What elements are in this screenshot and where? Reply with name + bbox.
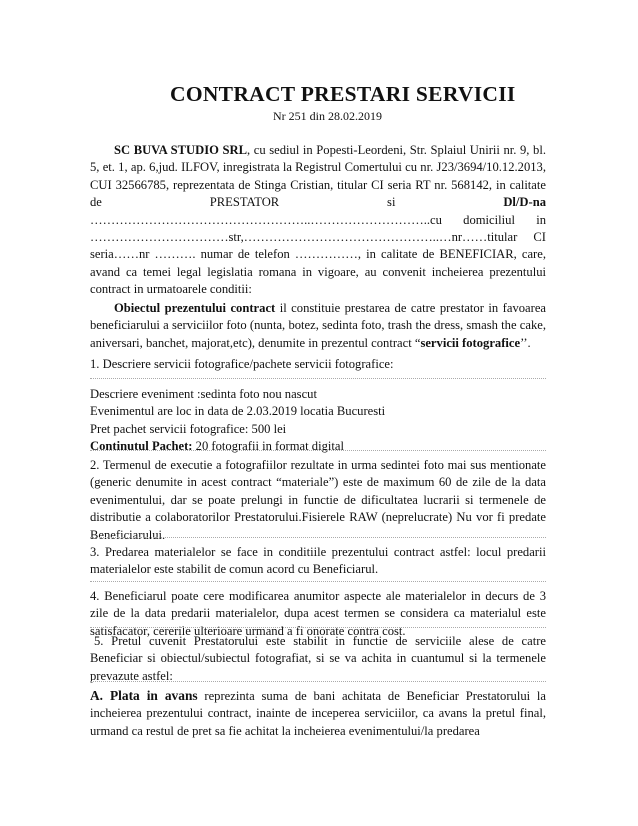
object-text: il constituie prestarea de catre prestator in favoarea beneficiarului a serviciilor foto (nunta, botez, sedinta foto, trash the dress, smash the cake, aniversari, banchet, majorat,etc), denumite in prezentul contract “ — [90, 301, 546, 350]
separator — [90, 378, 546, 379]
section-a-label: A. Plata in avans — [90, 688, 198, 703]
intro-text-1: , cu sediul in Popesti-Leordeni, Str. Splaiul Unirii nr. 9, bl. 5, et. 1, ap. 6,jud. ILFOV, inregistrata la Registrul Comertului cu nr. J23/3694/10.12.2013, CUI 32566785, reprezentata de Stinga Cristian, titular CI seria RT nr. 568142, in calitate de PRESTATOR si — [90, 143, 546, 210]
section-1-heading: 1. Descriere servicii fotografice/pachete servicii fotografice: — [90, 357, 394, 371]
beneficiary-title: Dl/D-na — [503, 195, 546, 210]
contract-number: Nr 251 din 28.02.2019 — [273, 109, 382, 123]
separator — [90, 537, 546, 538]
object-label: Obiectul prezentului contract — [114, 301, 276, 315]
document-title: CONTRACT PRESTARI SERVICII — [170, 82, 516, 106]
section-2: 2. Termenul de executie a fotografiilor rezultate in urma sedintei foto mai sus mentionate (generic denumite in acest contract “materiale”) este de maximum 60 de zile de la data evenimentului, dar se poate prelungi in functie de dificultatea lucrarii si termenele de distributie a colaboratorilor Prestatorului.Fisierele RAW (neprelucrate) Nu vor fi predate Beneficiarului. — [90, 458, 546, 542]
section-4: 4. Beneficiarul poate cere modificarea anumitor aspecte ale materialelor in decurs de 3 zile de la data predarii materialelor, dupa acest termen se considera ca materialul este satisfacator, cererile ulterioare urmand a fi onorate contra cost. — [90, 589, 546, 638]
package-content-value: 20 fotografii in format digital — [192, 439, 344, 454]
event-description: Descriere eveniment :sedinta foto nou nascut — [90, 387, 317, 401]
intro-paragraph — [90, 142, 546, 299]
intro-text-2: ……………………………………………..………………………..cu domiciliul in ……………………………str,………………………………………..…nr……titular CI seria……nr ………. numar de telefon ……………, in calitate de BENEFICIAR, care, avand ca temei legal legislatia romana in vigoare, au convenit incheierea prezentului contract in urmatoarele conditii: — [90, 212, 546, 297]
event-date-location: Evenimentul are loc in data de 2.03.2019 locatia Bucuresti — [90, 404, 386, 419]
object-paragraph — [90, 300, 546, 352]
package-content — [90, 438, 546, 455]
object-end: ’’. — [520, 335, 531, 350]
package-price: Pret pachet servicii fotografice: 500 lei — [90, 421, 287, 436]
separator — [90, 627, 546, 628]
section-5: 5. Pretul cuvenit Prestatorului este stabilit in functie de serviciile alese de catre Beneficiar si obiectul/subiectul fotografiat, si se va achita in cuantumul si la termenele prevazute astfel: — [90, 634, 546, 683]
section-3: 3. Predarea materialelor se face in conditiile prezentului contract astfel: locul predarii materialelor este stabilit de comun acord cu Beneficiarul. — [90, 545, 546, 577]
section-a-text: reprezinta suma de bani achitata de Beneficiar Prestatorului la incheierea prezentului contract, inainte de inceperea serviciilor, ca avans la pretul final, urmand ca restul de pret sa fie achitat la incheierea evenimentului/la predarea — [90, 689, 546, 738]
object-term: servicii fotografice — [420, 335, 521, 350]
separator — [90, 681, 546, 682]
separator — [90, 450, 546, 451]
company-name: SC BUVA STUDIO SRL — [114, 143, 248, 157]
section-a — [90, 687, 546, 740]
package-content-label: Continutul Pachet: — [90, 439, 193, 454]
separator — [90, 581, 546, 582]
section-1-details — [90, 386, 546, 456]
